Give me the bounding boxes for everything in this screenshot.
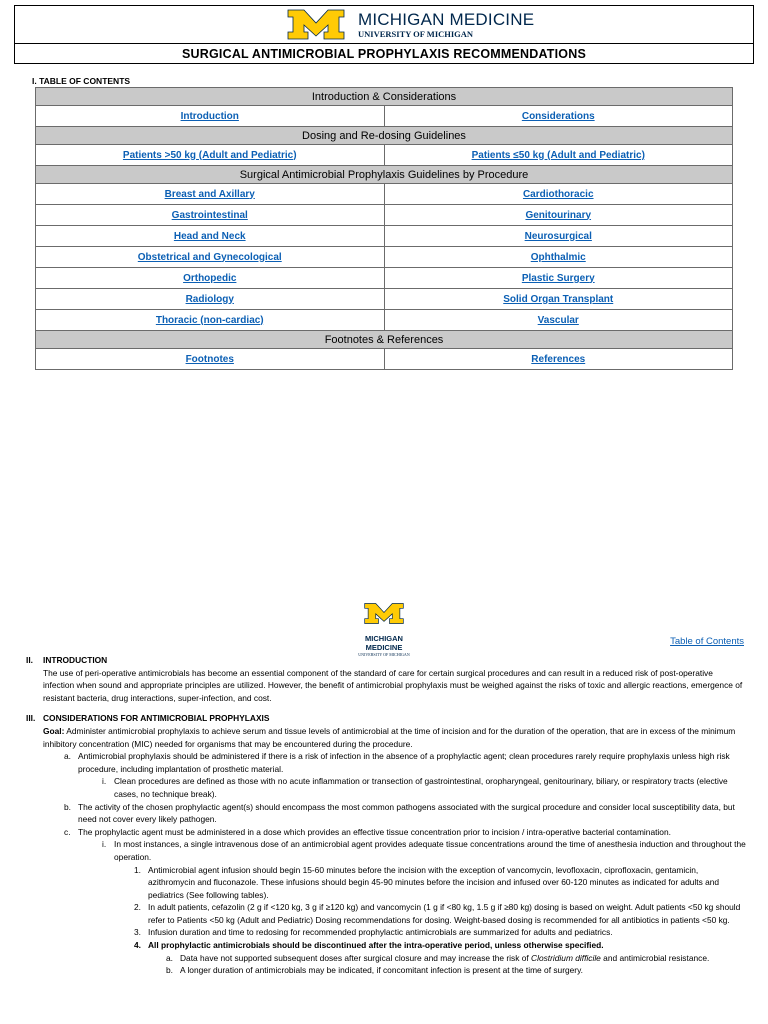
toc-link[interactable]: Head and Neck (173, 230, 246, 242)
toc-section-row (36, 88, 733, 106)
page-logo (346, 600, 422, 657)
toc-link-row (36, 145, 733, 166)
toc-link-row (36, 106, 733, 127)
toc-cell (36, 268, 385, 289)
toc-cell (36, 106, 385, 127)
toc-link-row (36, 268, 733, 289)
logo-brand-subtitle: UNIVERSITY OF MICHIGAN (358, 652, 410, 657)
list-item: 2. In adult patients, cefazolin (2 g if <120 kg, 3 g if ≥120 kg) and vancomycin (1 g if <80 kg, 1.5 g if ≥80 kg) dosing is based on weight. Adult patients <50 kg should refer to Patients <50 kg (Adult and Pediatric) Dosing recommendations for dosing. Weight-based dosing is recommended for all antibiotics in patients <50 kg. (134, 902, 741, 925)
brand-subtitle: UNIVERSITY OF MICHIGAN (358, 29, 474, 39)
toc-link[interactable]: Introduction (180, 110, 239, 122)
document-title: SURGICAL ANTIMICROBIAL PROPHYLAXIS RECOMMENDATIONS (182, 47, 586, 61)
list-item: b. A longer duration of antimicrobials may be indicated, if concomitant infection is present at the time of surgery. (166, 965, 583, 976)
list-item: 1. Antimicrobial agent infusion should begin 15-60 minutes before the incision with the exception of vancomycin, levofloxacin, ciprofloxacin, gentamicin, azithromycin and fluconazole. These infusions should begin 45-90 minutes before the incision and infused over 60-120 minutes as indicated for adults and pediatrics (See following tables). (134, 864, 720, 900)
toc-cell (384, 184, 733, 205)
toc-cell (384, 205, 733, 226)
toc-cell (36, 289, 385, 310)
toc-cell (384, 289, 733, 310)
brand-block (358, 11, 534, 39)
toc-section-row (36, 331, 733, 349)
toc-link-row (36, 184, 733, 205)
page-content (26, 654, 746, 977)
logo-brand-name: MICHIGAN MEDICINE (365, 634, 403, 652)
toc-link[interactable]: Cardiothoracic (522, 188, 594, 200)
toc-link-row (36, 226, 733, 247)
toc-link[interactable]: Neurosurgical (524, 230, 592, 242)
toc-section-title: Footnotes & References (36, 331, 733, 349)
block-m-logo (364, 600, 404, 627)
toc-link-row (36, 310, 733, 331)
toc-link[interactable]: Breast and Axillary (164, 188, 255, 200)
toc-link[interactable]: Thoracic (non-cardiac) (155, 314, 264, 326)
list-item: i. In most instances, a single intravenous dose of an antimicrobial agent provides adequate tissue concentrations around the time of anesthesia induction and throughout the operation. (102, 839, 746, 862)
toc-section-title: Introduction & Considerations (36, 88, 733, 106)
intro-paragraph: The use of peri-operative antimicrobials has become an essential component of the standard of care for certain surgical procedures and can result in a reduced risk of post-operative infection when sound and appropriate principles are utilized. However, the benefit of antimicrobial prophylaxis must be weighed against the risks of toxic and allergic reactions, emergence of resistant bacteria, drug interactions, super-infection, and cost. (43, 667, 743, 703)
table-of-contents-link[interactable]: Table of Contents (670, 636, 744, 647)
toc-cell (36, 184, 385, 205)
toc-link-row (36, 289, 733, 310)
toc-cell (36, 145, 385, 166)
toc-cell (384, 268, 733, 289)
toc-cell (384, 310, 733, 331)
toc-table (35, 87, 733, 370)
toc-link-row (36, 205, 733, 226)
toc-link[interactable]: Ophthalmic (530, 251, 586, 263)
section-heading-considerations: III. CONSIDERATIONS FOR ANTIMICROBIAL PROPHYLAXIS (26, 713, 270, 724)
document-header (14, 5, 754, 64)
toc-cell (384, 226, 733, 247)
toc-cell (36, 349, 385, 370)
toc-section-title: Surgical Antimicrobial Prophylaxis Guidelines by Procedure (36, 166, 733, 184)
toc-link[interactable]: Radiology (185, 293, 234, 305)
toc-link[interactable]: Obstetrical and Gynecological (137, 251, 282, 263)
toc-cell (36, 310, 385, 331)
toc-cell (384, 145, 733, 166)
toc-link[interactable]: References (531, 353, 586, 365)
toc-link[interactable]: Solid Organ Transplant (503, 293, 614, 305)
list-item: a. Antimicrobial prophylaxis should be administered if there is a risk of infection in the absence of a prophylactic agent; clean procedures rarely require prophylaxis unless high risk procedure, including implantation of prosthetic material. (64, 751, 730, 774)
header-brand-row (15, 6, 753, 44)
list-item: b. The activity of the chosen prophylactic agent(s) should encompass the most common pathogens associated with the surgical procedure and consider local susceptibility data, but need not cover every likely pathogen. (64, 801, 735, 825)
toc-link[interactable]: Orthopedic (183, 272, 237, 284)
toc-cell (36, 205, 385, 226)
toc-cell (36, 247, 385, 268)
list-item: 3. Infusion duration and time to redosing for recommended prophylactic antimicrobials are summarized for adults and pediatrics. (134, 927, 613, 938)
toc-link[interactable]: Vascular (537, 314, 579, 326)
toc-link[interactable]: Patients >50 kg (Adult and Pediatric) (122, 149, 297, 161)
list-item: 4. All prophylactic antimicrobials should be discontinued after the intra-operative period, unless otherwise specified. (134, 940, 604, 951)
page-2 (0, 578, 768, 1024)
toc-link[interactable]: Plastic Surgery (521, 272, 595, 284)
toc-link-row (36, 247, 733, 268)
toc-cell (384, 106, 733, 127)
toc-section-row (36, 166, 733, 184)
toc-section-row (36, 127, 733, 145)
list-item: a. Data have not supported subsequent doses after surgical closure and may increase the risk of Clostridium difficile and antimicrobial resistance. (166, 952, 710, 963)
toc-link[interactable]: Patients ≤50 kg (Adult and Pediatric) (471, 149, 645, 161)
toc-link-row (36, 349, 733, 370)
brand-name: MICHIGAN MEDICINE (358, 10, 535, 29)
toc-cell (384, 247, 733, 268)
toc-cell (384, 349, 733, 370)
list-item: c. The prophylactic agent must be administered in a dose which provides an effective tissue concentration prior to incision / intra-operative bacterial contamination. (64, 826, 671, 837)
toc-heading: I. TABLE OF CONTENTS (32, 76, 131, 86)
toc-section-title: Dosing and Re-dosing Guidelines (36, 127, 733, 145)
toc-link[interactable]: Considerations (521, 110, 595, 122)
toc-link[interactable]: Gastrointestinal (171, 209, 248, 221)
toc-cell (36, 226, 385, 247)
goal-paragraph: Goal: Administer antimicrobial prophylaxis to achieve serum and tissue levels of antimicrobial at the time of incision and for the duration of the operation, that are in excess of the minimum inhibitory concentration (MIC) needed for organisms that may be encountered during the procedure. (43, 725, 736, 749)
block-m-logo (287, 9, 345, 40)
section-heading-introduction: II. INTRODUCTION (26, 655, 108, 665)
toc-link[interactable]: Genitourinary (525, 209, 592, 221)
list-item: i. Clean procedures are defined as those with no acute inflammation or transection of gastrointestinal, oropharyngeal, genitourinary, biliary, or respiratory tracts (elective cases, no technique break). (102, 776, 728, 799)
toc-link[interactable]: Footnotes (185, 353, 234, 365)
